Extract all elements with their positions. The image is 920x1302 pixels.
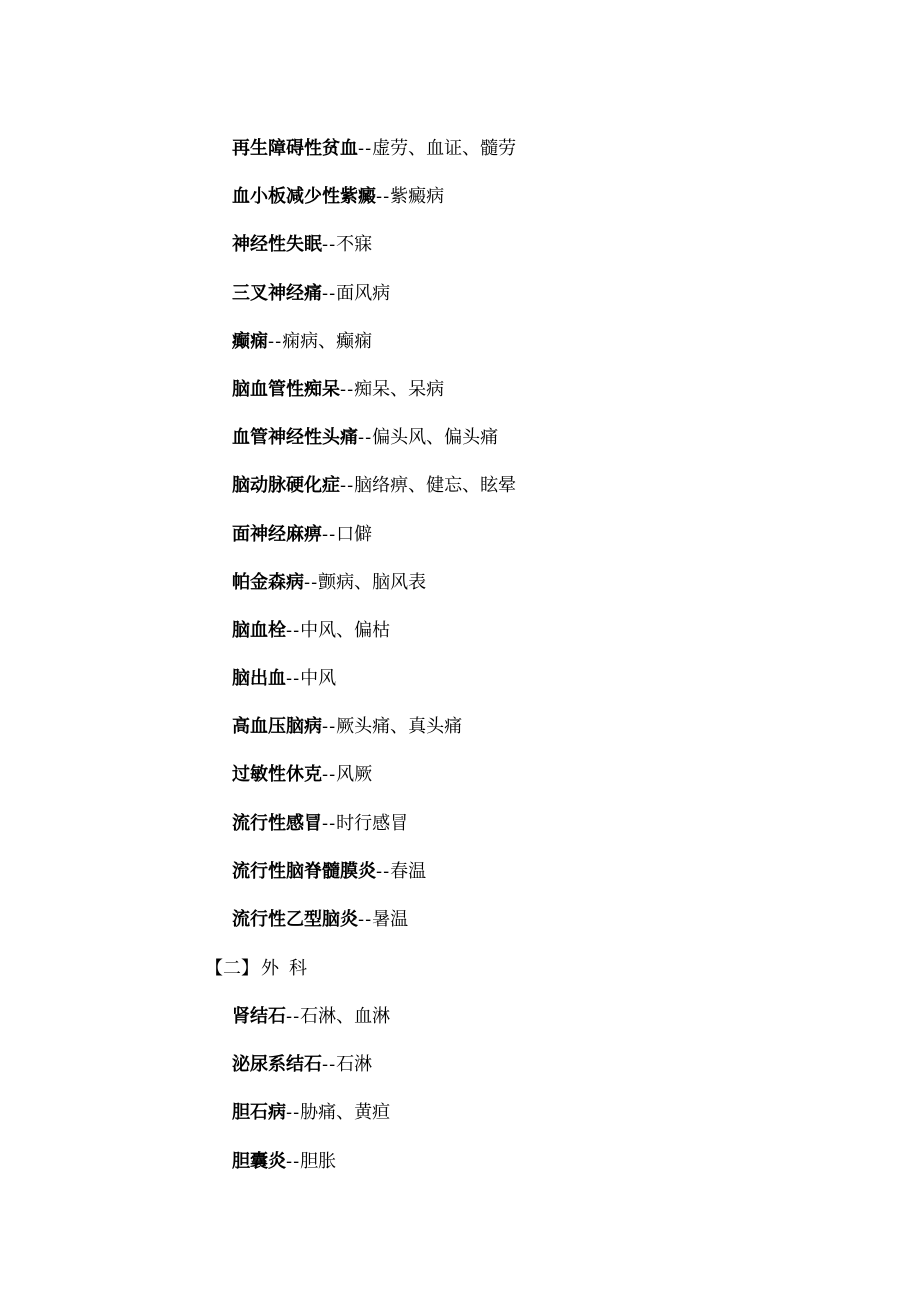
separator: -- bbox=[340, 378, 355, 400]
western-disease-term: 三叉神经痛 bbox=[232, 282, 322, 304]
list-item bbox=[232, 523, 516, 571]
separator: -- bbox=[286, 1150, 301, 1172]
tcm-term: 胁痛、黄疸 bbox=[300, 1102, 391, 1124]
list-item bbox=[232, 474, 516, 522]
tcm-term: 面风病 bbox=[336, 282, 391, 304]
section-title: 外科 bbox=[261, 958, 317, 979]
tcm-term: 痫病、癫痫 bbox=[282, 330, 373, 352]
separator: -- bbox=[358, 427, 373, 449]
western-disease-term: 神经性失眠 bbox=[232, 234, 322, 256]
separator: -- bbox=[286, 619, 301, 641]
tcm-term: 口僻 bbox=[336, 523, 373, 545]
tcm-term: 胆胀 bbox=[300, 1150, 337, 1172]
list-item bbox=[232, 619, 516, 667]
list-item bbox=[232, 330, 516, 378]
separator: -- bbox=[358, 138, 373, 159]
separator: -- bbox=[322, 812, 337, 834]
western-disease-term: 再生障碍性贫血 bbox=[232, 138, 358, 159]
tcm-term: 虚劳、血证、髓劳 bbox=[372, 138, 517, 159]
western-disease-term: 脑动脉硬化症 bbox=[232, 475, 340, 497]
separator: -- bbox=[286, 1006, 301, 1027]
list-item bbox=[232, 378, 516, 426]
western-disease-term: 脑出血 bbox=[232, 668, 286, 690]
separator: -- bbox=[322, 764, 337, 786]
separator: -- bbox=[322, 282, 337, 304]
western-disease-term: 胆石病 bbox=[232, 1102, 286, 1124]
separator: -- bbox=[376, 186, 391, 208]
list-item bbox=[232, 763, 516, 811]
list-item bbox=[232, 571, 516, 619]
separator: -- bbox=[286, 1102, 301, 1124]
section-number-marker: 【二】 bbox=[205, 958, 259, 979]
internal-medicine-list bbox=[232, 137, 516, 956]
tcm-term: 颤病、脑风表 bbox=[318, 571, 427, 593]
western-disease-term: 胆囊炎 bbox=[232, 1150, 286, 1172]
tcm-term: 中风 bbox=[300, 668, 337, 690]
separator: -- bbox=[286, 668, 301, 690]
list-item bbox=[232, 1101, 390, 1149]
western-disease-term: 流行性感冒 bbox=[232, 812, 322, 834]
tcm-term: 暑温 bbox=[372, 909, 409, 930]
western-disease-term: 面神经麻痹 bbox=[232, 523, 322, 545]
western-disease-term: 流行性脑脊髓膜炎 bbox=[232, 860, 376, 882]
surgery-list bbox=[232, 1005, 390, 1198]
list-item bbox=[232, 1150, 390, 1198]
list-item bbox=[232, 233, 516, 281]
tcm-term: 石淋 bbox=[336, 1054, 373, 1076]
separator: -- bbox=[268, 330, 283, 352]
separator: -- bbox=[304, 571, 319, 593]
separator: -- bbox=[322, 716, 337, 738]
tcm-term: 时行感冒 bbox=[336, 812, 409, 834]
section-heading-surgery bbox=[205, 957, 317, 981]
list-item bbox=[232, 908, 516, 956]
separator: -- bbox=[358, 909, 373, 930]
list-item bbox=[232, 715, 516, 763]
western-disease-term: 泌尿系结石 bbox=[232, 1054, 322, 1076]
separator: -- bbox=[376, 860, 391, 882]
tcm-term: 风厥 bbox=[336, 764, 373, 786]
tcm-term: 痴呆、呆病 bbox=[354, 378, 445, 400]
list-item bbox=[232, 1053, 390, 1101]
tcm-term: 脑络痹、健忘、眩晕 bbox=[354, 475, 517, 497]
western-disease-term: 过敏性休克 bbox=[232, 764, 322, 786]
separator: -- bbox=[322, 523, 337, 545]
western-disease-term: 脑血管性痴呆 bbox=[232, 378, 340, 400]
western-disease-term: 高血压脑病 bbox=[232, 716, 322, 738]
tcm-term: 厥头痛、真头痛 bbox=[336, 716, 463, 738]
separator: -- bbox=[340, 475, 355, 497]
western-disease-term: 肾结石 bbox=[232, 1006, 286, 1027]
list-item bbox=[232, 812, 516, 860]
tcm-term: 紫癜病 bbox=[390, 186, 445, 208]
tcm-term: 春温 bbox=[390, 860, 427, 882]
tcm-term: 中风、偏枯 bbox=[300, 619, 391, 641]
separator: -- bbox=[322, 1054, 337, 1076]
list-item bbox=[232, 137, 516, 185]
western-disease-term: 流行性乙型脑炎 bbox=[232, 909, 358, 930]
western-disease-term: 脑血栓 bbox=[232, 619, 286, 641]
list-item bbox=[232, 282, 516, 330]
western-disease-term: 血小板减少性紫癜 bbox=[232, 186, 376, 208]
list-item bbox=[232, 1005, 390, 1053]
list-item bbox=[232, 426, 516, 474]
tcm-term: 石淋、血淋 bbox=[300, 1006, 391, 1027]
western-disease-term: 帕金森病 bbox=[232, 571, 304, 593]
tcm-term: 不寐 bbox=[336, 234, 373, 256]
western-disease-term: 血管神经性头痛 bbox=[232, 427, 358, 449]
western-disease-term: 癫痫 bbox=[232, 330, 268, 352]
list-item bbox=[232, 860, 516, 908]
list-item bbox=[232, 185, 516, 233]
tcm-term: 偏头风、偏头痛 bbox=[372, 427, 499, 449]
list-item bbox=[232, 667, 516, 715]
separator: -- bbox=[322, 234, 337, 256]
